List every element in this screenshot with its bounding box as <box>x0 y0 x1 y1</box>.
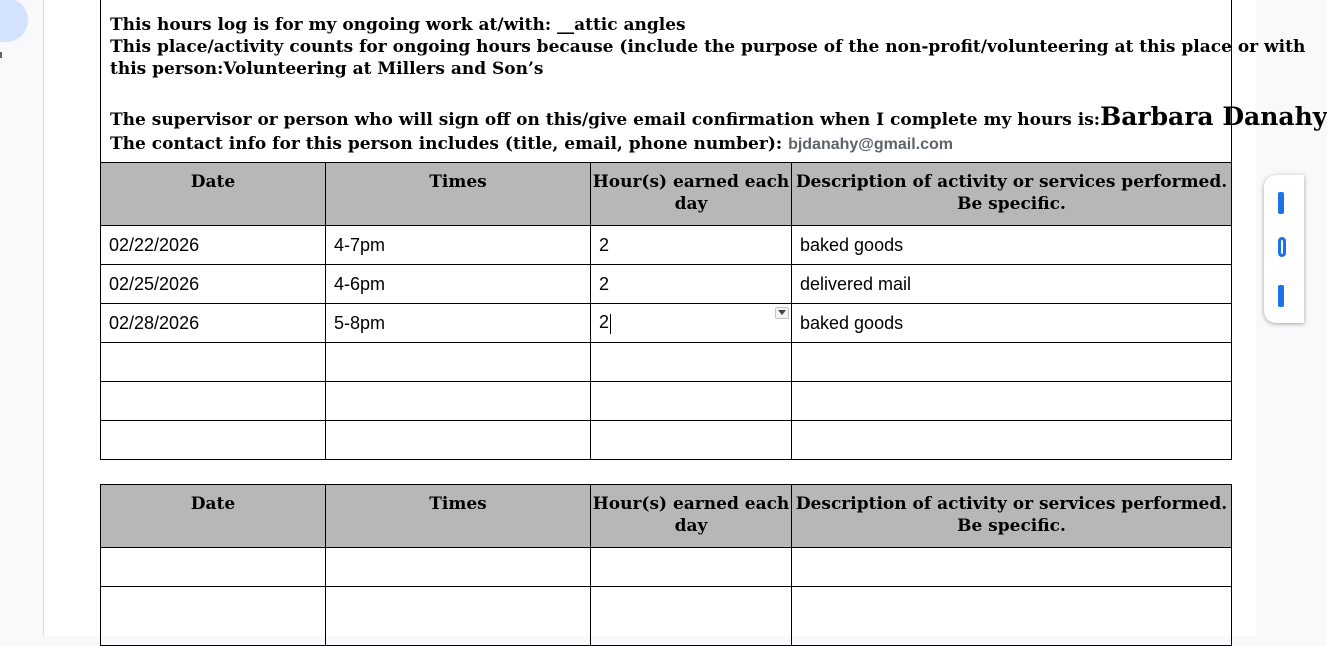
header-times[interactable]: Times <box>326 485 591 548</box>
times-cell[interactable] <box>326 421 591 460</box>
hours-cell[interactable] <box>591 587 792 646</box>
supervisor-line[interactable] <box>110 102 1327 131</box>
contact-line[interactable] <box>110 133 1220 156</box>
keep-icon[interactable] <box>1278 192 1284 214</box>
times-cell[interactable] <box>326 587 591 646</box>
tasks-icon[interactable] <box>1278 237 1286 257</box>
supervisor-name: Barbara Danahy <box>1100 102 1327 131</box>
text-cursor <box>610 314 611 334</box>
times-cell[interactable] <box>326 548 591 587</box>
description-cell[interactable] <box>792 548 1232 587</box>
header-times[interactable]: Times <box>326 163 591 226</box>
date-cell[interactable] <box>101 382 326 421</box>
table-row <box>101 548 1232 587</box>
cell-dropdown-button[interactable] <box>775 307 789 319</box>
times-cell[interactable]: 4-7pm <box>326 226 591 265</box>
hours-cell[interactable] <box>591 382 792 421</box>
description-cell[interactable] <box>792 587 1232 646</box>
times-cell[interactable]: 5-8pm <box>326 304 591 343</box>
description-cell[interactable]: baked goods <box>792 226 1232 265</box>
hours-log-table-1 <box>100 162 1232 460</box>
hours-log-table-2 <box>100 484 1232 646</box>
outline-toggle-button[interactable] <box>0 0 28 42</box>
intro-text-box <box>100 0 1327 163</box>
date-cell[interactable]: 02/22/2026 <box>101 226 326 265</box>
table-header-row <box>101 485 1232 548</box>
times-cell[interactable] <box>326 343 591 382</box>
contact-email: bjdanahy@gmail.com <box>788 136 954 153</box>
hours-cell[interactable]: 2 <box>591 265 792 304</box>
date-cell[interactable] <box>101 343 326 382</box>
hours-cell[interactable] <box>591 343 792 382</box>
hours-cell-active[interactable] <box>591 304 792 343</box>
table-row <box>101 382 1232 421</box>
left-side-panel <box>0 0 44 636</box>
work-location-line[interactable]: This hours log is for my ongoing work at/with: __attic angles <box>110 15 686 35</box>
date-cell[interactable] <box>101 587 326 646</box>
table-row <box>101 265 1232 304</box>
hours-cell[interactable] <box>591 548 792 587</box>
table-row <box>101 587 1232 646</box>
hours-cell-value: 2 <box>599 312 610 333</box>
header-hours[interactable]: Hour(s) earned each day <box>591 485 792 548</box>
times-cell[interactable]: 4-6pm <box>326 265 591 304</box>
description-cell[interactable] <box>792 343 1232 382</box>
description-cell[interactable]: baked goods <box>792 304 1232 343</box>
date-cell[interactable] <box>101 548 326 587</box>
table-row <box>101 343 1232 382</box>
table-header-row <box>101 163 1232 226</box>
hours-cell[interactable] <box>591 421 792 460</box>
table-row <box>101 421 1232 460</box>
times-cell[interactable] <box>326 382 591 421</box>
outline-marker <box>0 52 2 58</box>
side-panel-widget <box>1264 175 1304 323</box>
supervisor-label: The supervisor or person who will sign off on this/give email confirmation when I complete my hours is: <box>110 110 1101 130</box>
contact-label: The contact info for this person includes (title, email, phone number): <box>110 134 789 154</box>
date-cell[interactable] <box>101 421 326 460</box>
date-cell[interactable]: 02/28/2026 <box>101 304 326 343</box>
header-description[interactable]: Description of activity or services performed. Be specific. <box>792 163 1232 226</box>
chevron-down-icon <box>778 310 786 316</box>
description-cell[interactable] <box>792 421 1232 460</box>
document-page <box>44 0 1327 636</box>
header-description[interactable]: Description of activity or services performed. Be specific. <box>792 485 1232 548</box>
purpose-line[interactable]: This place/activity counts for ongoing hours because (include the purpose of the non-profit/volunteering at this place or with <box>110 37 1306 57</box>
table-row <box>101 304 1232 343</box>
description-cell[interactable]: delivered mail <box>792 265 1232 304</box>
header-date[interactable]: Date <box>101 485 326 548</box>
header-date[interactable]: Date <box>101 163 326 226</box>
header-hours[interactable]: Hour(s) earned each day <box>591 163 792 226</box>
hours-cell[interactable]: 2 <box>591 226 792 265</box>
date-cell[interactable]: 02/25/2026 <box>101 265 326 304</box>
table-row <box>101 226 1232 265</box>
contacts-icon[interactable] <box>1278 285 1284 307</box>
purpose-line-continued[interactable]: this person:Volunteering at Millers and Son’s <box>110 59 544 79</box>
description-cell[interactable] <box>792 382 1232 421</box>
